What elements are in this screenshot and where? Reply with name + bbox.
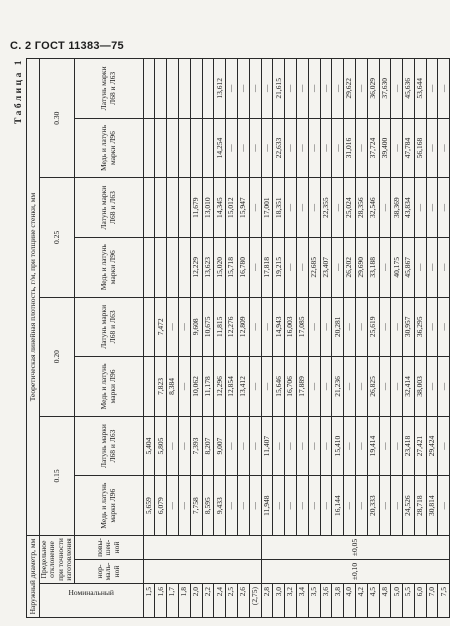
nominal-diameter-cell: 4,0 — [344, 584, 356, 618]
material-copper-header: Медь и латунь марки Л96 — [74, 357, 143, 417]
density-value-cell: — — [438, 416, 450, 476]
density-value-cell: 30,814 — [426, 476, 438, 536]
density-value-cell — [155, 59, 167, 119]
density-value-cell: — — [296, 416, 308, 476]
table-row — [285, 59, 297, 618]
density-value-cell: — — [355, 416, 367, 476]
density-value-cell: 20,333 — [367, 476, 379, 536]
density-value-cell: 29,424 — [426, 416, 438, 476]
density-value-cell: 32,546 — [367, 178, 379, 238]
nominal-diameter-cell: 5,5 — [403, 584, 415, 618]
nominal-diameter-cell: 6,0 — [414, 584, 426, 618]
density-value-cell: — — [332, 178, 344, 238]
density-value-cell: — — [355, 59, 367, 119]
density-value-cell: 28,718 — [414, 476, 426, 536]
density-value-cell: 37,724 — [367, 118, 379, 178]
density-value-cell: 8,595 — [202, 476, 214, 536]
nominal-diameter-cell: 4,8 — [379, 584, 391, 618]
density-value-cell: 13,612 — [214, 59, 226, 119]
density-value-cell — [167, 118, 179, 178]
density-value-cell: 17,001 — [261, 178, 273, 238]
density-value-cell: — — [226, 118, 238, 178]
density-value-cell — [143, 297, 155, 357]
density-value-cell: 15,718 — [226, 237, 238, 297]
normal-accuracy-header: нор-маль-ной — [74, 560, 143, 584]
density-value-cell: 19,215 — [273, 237, 285, 297]
density-value-cell: — — [426, 297, 438, 357]
density-value-cell: 14,943 — [273, 297, 285, 357]
table-row — [332, 59, 344, 618]
density-value-cell — [143, 178, 155, 238]
density-value-cell: 11,407 — [261, 416, 273, 476]
nominal-diameter-cell: 7,5 — [438, 584, 450, 618]
density-value-cell: 14,254 — [214, 118, 226, 178]
table-label: Таблица 1 — [14, 58, 24, 125]
table-row — [320, 59, 332, 618]
density-value-cell: — — [438, 59, 450, 119]
density-value-cell: — — [379, 416, 391, 476]
diameter-header: Наружный диаметр, мм — [27, 535, 40, 617]
table-row — [355, 59, 367, 618]
density-value-cell: 16,706 — [285, 357, 297, 417]
table-row — [273, 59, 285, 618]
thickness-header: 0.25 — [40, 178, 75, 297]
density-value-cell: — — [249, 297, 261, 357]
density-value-cell — [143, 237, 155, 297]
density-value-cell: — — [237, 416, 249, 476]
density-value-cell: 56,168 — [414, 118, 426, 178]
density-value-cell: 10,062 — [190, 357, 202, 417]
density-value-cell: — — [379, 357, 391, 417]
density-value-cell: 8,207 — [202, 416, 214, 476]
table-row — [344, 59, 356, 618]
density-value-cell: — — [320, 357, 332, 417]
density-value-cell: 9,608 — [190, 297, 202, 357]
density-value-cell: — — [249, 357, 261, 417]
density-value-cell: 12,809 — [237, 297, 249, 357]
table-row — [237, 59, 249, 618]
density-value-cell: — — [249, 118, 261, 178]
density-value-cell: — — [296, 178, 308, 238]
deviation-normal-cell — [143, 560, 261, 584]
nominal-diameter-cell: 2,4 — [214, 584, 226, 618]
nominal-diameter-cell: 2,2 — [202, 584, 214, 618]
nominal-diameter-cell: 3,5 — [308, 584, 320, 618]
density-value-cell: — — [308, 178, 320, 238]
density-value-cell: — — [332, 237, 344, 297]
table-row — [261, 59, 273, 618]
density-value-cell — [143, 357, 155, 417]
density-value-cell: 15,012 — [226, 178, 238, 238]
density-value-cell: 16,003 — [285, 297, 297, 357]
density-value-cell — [155, 178, 167, 238]
density-value-cell: 6,079 — [155, 476, 167, 536]
density-value-cell: — — [332, 118, 344, 178]
nominal-diameter-cell: 3,0 — [273, 584, 285, 618]
density-value-cell: — — [296, 59, 308, 119]
density-value-cell: — — [355, 476, 367, 536]
table-row — [190, 59, 202, 618]
density-value-cell: — — [438, 357, 450, 417]
density-value-cell: 38,369 — [391, 178, 403, 238]
density-value-cell: 12,276 — [226, 297, 238, 357]
density-value-cell: — — [178, 297, 190, 357]
density-value-cell: — — [237, 476, 249, 536]
density-value-cell: — — [178, 416, 190, 476]
density-value-cell — [190, 118, 202, 178]
density-value-cell: — — [426, 118, 438, 178]
material-brass-header: Латунь марки Л68 и Л63 — [74, 416, 143, 476]
table-row — [426, 59, 438, 618]
density-value-cell: 28,356 — [355, 178, 367, 238]
density-value-cell: 17,085 — [296, 297, 308, 357]
density-value-cell: 29,690 — [355, 237, 367, 297]
density-value-cell: — — [391, 476, 403, 536]
density-value-cell: — — [320, 118, 332, 178]
density-value-cell: — — [308, 118, 320, 178]
density-value-cell: — — [167, 476, 179, 536]
density-value-cell: 47,784 — [403, 118, 415, 178]
density-value-cell: 22,685 — [308, 237, 320, 297]
density-value-cell: 22,633 — [273, 118, 285, 178]
density-value-cell — [167, 237, 179, 297]
nominal-diameter-cell: 1,5 — [143, 584, 155, 618]
density-value-cell: 38,003 — [414, 357, 426, 417]
density-value-cell: 29,622 — [344, 59, 356, 119]
density-value-cell: 19,414 — [367, 416, 379, 476]
table-row — [438, 59, 450, 618]
density-value-cell: 33,188 — [367, 237, 379, 297]
table-row — [167, 59, 179, 618]
density-value-cell: 26,202 — [344, 237, 356, 297]
nominal-diameter-cell: 7,0 — [426, 584, 438, 618]
density-value-cell: 11,679 — [190, 178, 202, 238]
density-value-cell: 15,947 — [237, 178, 249, 238]
rotated-table-area — [12, 58, 448, 618]
material-brass-header: Латунь марки Л68 и Л63 — [74, 178, 143, 238]
density-value-cell: 9,007 — [214, 416, 226, 476]
density-value-cell: — — [226, 416, 238, 476]
density-value-cell: — — [249, 476, 261, 536]
table-row — [143, 59, 155, 618]
density-value-cell: — — [308, 357, 320, 417]
density-value-cell: — — [285, 237, 297, 297]
table-row — [308, 59, 320, 618]
density-value-cell: — — [344, 357, 356, 417]
density-value-cell: 37,630 — [379, 59, 391, 119]
density-value-cell: 12,854 — [226, 357, 238, 417]
table-row — [391, 59, 403, 618]
density-value-cell: — — [308, 297, 320, 357]
density-value-cell: 11,948 — [261, 476, 273, 536]
density-value-cell: — — [249, 416, 261, 476]
nominal-diameter-cell: 3,6 — [320, 584, 332, 618]
density-value-cell: — — [379, 476, 391, 536]
density-value-cell: 26,825 — [367, 357, 379, 417]
density-value-cell: — — [249, 178, 261, 238]
density-value-cell: — — [320, 297, 332, 357]
density-value-cell: — — [249, 237, 261, 297]
density-value-cell: 21,615 — [273, 59, 285, 119]
density-value-cell: 12,296 — [214, 357, 226, 417]
deviation-increased-cell — [143, 535, 261, 559]
density-value-cell: — — [438, 118, 450, 178]
density-value-cell: 11,178 — [202, 357, 214, 417]
density-value-cell: — — [237, 59, 249, 119]
density-value-cell: 5,805 — [155, 416, 167, 476]
density-value-cell: 16,144 — [332, 476, 344, 536]
density-value-cell: 31,016 — [344, 118, 356, 178]
table-body — [143, 59, 450, 618]
density-value-cell: — — [355, 297, 367, 357]
density-value-cell: 12,229 — [190, 237, 202, 297]
density-value-cell — [143, 118, 155, 178]
density-value-cell: — — [391, 297, 403, 357]
density-value-cell — [178, 237, 190, 297]
nominal-diameter-cell: 2,0 — [190, 584, 202, 618]
density-value-cell: 9,433 — [214, 476, 226, 536]
density-value-cell — [155, 118, 167, 178]
nominal-diameter-cell: 3,4 — [296, 584, 308, 618]
density-value-cell: 14,345 — [214, 178, 226, 238]
density-value-cell: 17,889 — [296, 357, 308, 417]
table-row — [249, 59, 261, 618]
density-value-cell: — — [414, 178, 426, 238]
density-value-cell: — — [308, 59, 320, 119]
density-value-cell: 8,384 — [167, 357, 179, 417]
thickness-header: 0.20 — [40, 297, 75, 416]
density-table — [26, 58, 450, 618]
density-value-cell: — — [391, 416, 403, 476]
thickness-header: 0.15 — [40, 416, 75, 535]
nominal-diameter-cell: 2,8 — [261, 584, 273, 618]
density-value-cell — [155, 237, 167, 297]
density-value-cell: — — [426, 237, 438, 297]
density-value-cell: 15,646 — [273, 357, 285, 417]
density-value-cell: — — [426, 357, 438, 417]
density-value-cell: — — [320, 476, 332, 536]
nominal-diameter-cell: 4,2 — [355, 584, 367, 618]
density-value-cell: — — [320, 416, 332, 476]
density-value-cell: 16,780 — [237, 237, 249, 297]
table-row — [379, 59, 391, 618]
density-value-cell — [178, 178, 190, 238]
table-row — [367, 59, 379, 618]
table-row — [214, 59, 226, 618]
density-value-cell: — — [308, 416, 320, 476]
density-value-cell: 13,412 — [237, 357, 249, 417]
table-row — [296, 59, 308, 618]
density-value-cell: 15,020 — [214, 237, 226, 297]
density-value-cell: 43,834 — [403, 178, 415, 238]
density-value-cell: 53,644 — [414, 59, 426, 119]
density-value-cell: — — [261, 118, 273, 178]
density-value-cell — [202, 59, 214, 119]
density-value-cell: — — [355, 118, 367, 178]
density-value-cell: — — [426, 178, 438, 238]
density-value-cell — [143, 59, 155, 119]
density-value-cell: 17,818 — [261, 237, 273, 297]
density-value-cell: — — [261, 297, 273, 357]
density-value-cell: — — [249, 59, 261, 119]
density-value-cell — [178, 118, 190, 178]
nominal-diameter-cell: 2,5 — [226, 584, 238, 618]
density-value-cell: — — [308, 476, 320, 536]
table-row — [155, 59, 167, 618]
density-value-cell: — — [391, 118, 403, 178]
density-value-cell: 7,472 — [155, 297, 167, 357]
material-copper-header: Медь и латунь марки Л96 — [74, 237, 143, 297]
nominal-diameter-cell: 5,0 — [391, 584, 403, 618]
density-value-cell: — — [273, 416, 285, 476]
density-value-cell: — — [167, 416, 179, 476]
density-value-cell: — — [261, 59, 273, 119]
density-value-cell: 25,024 — [344, 178, 356, 238]
density-value-cell: 7,393 — [190, 416, 202, 476]
density-value-cell: — — [438, 297, 450, 357]
material-brass-header: Латунь марки Л68 и Л63 — [74, 59, 143, 119]
density-value-cell: — — [438, 237, 450, 297]
material-copper-header: Медь и латунь марки Л96 — [74, 476, 143, 536]
nominal-diameter-cell: 3,2 — [285, 584, 297, 618]
density-value-cell: — — [237, 118, 249, 178]
deviation-normal-cell: ±0,10 — [261, 560, 450, 584]
density-value-cell: — — [344, 297, 356, 357]
nominal-header: Номинальный — [40, 584, 144, 618]
density-value-cell: — — [296, 118, 308, 178]
deviation-increased-cell: ±0,05 — [261, 535, 450, 559]
density-value-cell: — — [332, 59, 344, 119]
nominal-diameter-cell: 1,7 — [167, 584, 179, 618]
density-value-cell: 27,421 — [414, 416, 426, 476]
density-value-cell: — — [167, 297, 179, 357]
density-value-cell: 13,623 — [202, 237, 214, 297]
density-value-cell: 13,010 — [202, 178, 214, 238]
nominal-diameter-cell: (2,75) — [249, 584, 261, 618]
density-value-cell: — — [379, 178, 391, 238]
density-value-cell: — — [391, 59, 403, 119]
density-value-cell: — — [391, 357, 403, 417]
density-value-cell: — — [344, 416, 356, 476]
density-value-cell: — — [226, 476, 238, 536]
density-value-cell: 21,236 — [332, 357, 344, 417]
table-row — [202, 59, 214, 618]
nominal-diameter-cell: 2,6 — [237, 584, 249, 618]
thickness-header: 0.30 — [40, 59, 75, 178]
deviation-header: Предельное отклонение при точности изготовления — [40, 535, 75, 583]
density-value-cell: 36,029 — [367, 59, 379, 119]
density-value-cell: 45,636 — [403, 59, 415, 119]
density-value-cell: 45,867 — [403, 237, 415, 297]
density-value-cell: — — [273, 476, 285, 536]
density-value-cell: — — [320, 59, 332, 119]
density-value-cell: 39,400 — [379, 118, 391, 178]
nominal-diameter-cell: 1,8 — [178, 584, 190, 618]
table-row — [403, 59, 415, 618]
density-value-cell: 30,957 — [403, 297, 415, 357]
increased-accuracy-header: повы-шен-ной — [74, 535, 143, 559]
density-value-cell: — — [285, 178, 297, 238]
density-value-cell: — — [438, 178, 450, 238]
density-value-cell: — — [285, 416, 297, 476]
density-value-cell: 25,619 — [367, 297, 379, 357]
density-value-cell: 7,758 — [190, 476, 202, 536]
density-value-cell: — — [438, 476, 450, 536]
density-header: Теоретическая линейная плотность, г/м, при толщине стенки, мм — [27, 59, 40, 536]
density-value-cell: — — [285, 476, 297, 536]
density-value-cell: 40,175 — [391, 237, 403, 297]
density-value-cell: — — [426, 59, 438, 119]
density-value-cell: 7,823 — [155, 357, 167, 417]
density-value-cell: — — [344, 476, 356, 536]
density-value-cell: 32,414 — [403, 357, 415, 417]
density-value-cell: — — [414, 237, 426, 297]
density-value-cell: 36,295 — [414, 297, 426, 357]
density-value-cell — [167, 178, 179, 238]
density-value-cell: — — [355, 357, 367, 417]
density-value-cell: — — [285, 59, 297, 119]
density-value-cell — [190, 59, 202, 119]
material-brass-header: Латунь марки Л68 и Л63 — [74, 297, 143, 357]
density-value-cell: — — [379, 297, 391, 357]
nominal-diameter-cell: 3,8 — [332, 584, 344, 618]
density-value-cell — [178, 59, 190, 119]
density-value-cell — [202, 118, 214, 178]
density-value-cell: — — [296, 476, 308, 536]
density-value-cell: 18,351 — [273, 178, 285, 238]
density-value-cell: 23,407 — [320, 237, 332, 297]
density-value-cell: 15,410 — [332, 416, 344, 476]
density-value-cell — [167, 59, 179, 119]
material-copper-header: Медь и латунь марки Л96 — [74, 118, 143, 178]
density-value-cell: — — [285, 118, 297, 178]
density-value-cell: 24,526 — [403, 476, 415, 536]
density-value-cell: 23,418 — [403, 416, 415, 476]
density-value-cell: 5,659 — [143, 476, 155, 536]
density-value-cell: — — [178, 357, 190, 417]
nominal-diameter-cell: 4,5 — [367, 584, 379, 618]
density-value-cell: — — [178, 476, 190, 536]
density-value-cell: — — [296, 237, 308, 297]
density-value-cell: 5,404 — [143, 416, 155, 476]
table-row — [414, 59, 426, 618]
density-value-cell: — — [226, 59, 238, 119]
page-header: С. 2 ГОСТ 11383—75 — [10, 40, 124, 52]
density-value-cell: — — [261, 357, 273, 417]
table-row — [226, 59, 238, 618]
density-value-cell: 11,815 — [214, 297, 226, 357]
density-value-cell: — — [379, 237, 391, 297]
density-value-cell: 22,355 — [320, 178, 332, 238]
density-value-cell: 10,675 — [202, 297, 214, 357]
density-value-cell: 20,281 — [332, 297, 344, 357]
table-row — [178, 59, 190, 618]
nominal-diameter-cell: 1,6 — [155, 584, 167, 618]
